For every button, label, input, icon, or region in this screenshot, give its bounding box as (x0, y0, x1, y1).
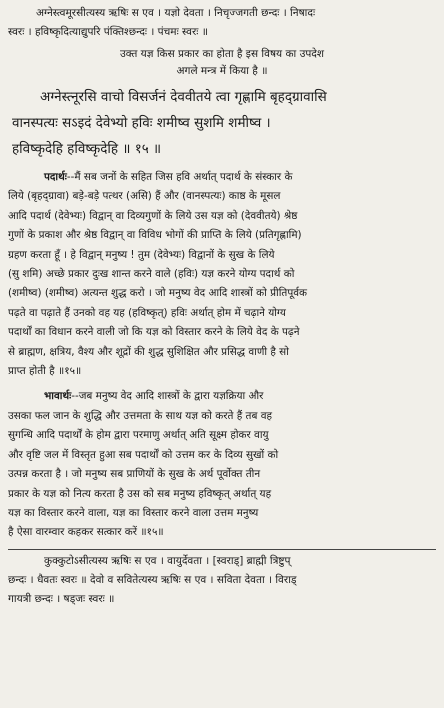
line-text: पदार्थों का विधान करने वाली जो कि यज्ञ को विस्तार करने के लिये वेद के पढ़ने (8, 326, 300, 339)
metadata-line: छन्दः । धैवतः स्वरः ॥ देवो व सवितेत्यस्य ऋषिः स एव । सविता देवता । विराड् (8, 573, 297, 586)
paragraph-line (8, 407, 436, 426)
line-text: लिये (बृहद्ग्रावा) बड़े-बड़े पत्थर (असि) हैं और (वानस्पत्यः) काष्ठ के मूसल (8, 190, 281, 203)
section-divider (8, 549, 436, 550)
line-text: और वृष्टि जल में विस्तृत हुआ सब पदार्थों को उत्तम कर के दिव्य सुखों को (8, 448, 279, 461)
line-text: सुगन्धि आदि पदार्थों के होम द्वारा परमाणु अर्थात् अति सूक्ष्म होकर वायु (8, 429, 269, 442)
metadata-line: गायत्री छन्दः । षड्जः स्वरः ॥ (8, 592, 115, 605)
line-text: (शमीष्व) (शमीष्व) अत्यन्त शुद्ध करो । जो मनुष्य वेद आदि शास्त्रों को प्रीतिपूर्वक (8, 287, 307, 300)
topic-introduction (8, 46, 436, 80)
paragraph-line (8, 207, 436, 226)
line-text: पढ़ते वा पढ़ाते हैं उनको वह यह (हविष्कृत्) हविः अर्थात् होम में चढ़ाने योग्य (8, 306, 286, 319)
mantra-line: वानस्पत्यः सऽइदं देवेभ्यो हविः शमीष्व सुशमि शमीष्व । (12, 115, 271, 131)
line-text: प्रकार के यज्ञ को नित्य करता है उस को सब मनुष्य हविष्कृत् अर्थात् यह (8, 487, 272, 500)
paragraph-line (8, 226, 436, 245)
mantra-metadata-header (8, 4, 436, 42)
line-text: --जब मनुष्य वेद आदि शास्त्रों के द्वारा यज्ञक्रिया और (71, 390, 264, 403)
line-text: ग्रहण करता हूँ । हे विद्वान् मनुष्य ! तुम (देवेभ्यः) विद्वानों के सुख के लिये (8, 248, 275, 261)
line-text: उसका फल जान के शुद्धि और उत्तमता के साथ यज्ञ को करते हैं तब वह (8, 409, 272, 422)
paragraph-line (8, 304, 436, 323)
paragraph-line (8, 523, 436, 542)
mantra-line: हविष्कृदेहि हविष्कृदेहि ॥ १५ ॥ (12, 141, 162, 157)
line-text: गुणों के प्रकाश और श्रेष्ठ विद्वान् वा विविध भोगों की प्राप्ति के लिये (प्रतिगृह्णामि) (8, 229, 302, 242)
line-text: आदि पदार्थ (देवेभ्यः) विद्वान् वा दिव्यगुणों के लिये उस यज्ञ को (देववीतये) श्रेष्ठ (8, 209, 298, 222)
intro-line: उक्त यज्ञ किस प्रकार का होता है इस विषय का उपदेश (119, 48, 325, 60)
paragraph-line (8, 187, 436, 206)
paragraph-line (8, 362, 436, 381)
line-text: प्राप्त होती है ॥१५॥ (8, 365, 82, 378)
paragraph-line (8, 168, 436, 187)
line-text: यज्ञ का विस्तार करने वाला, यज्ञ का विस्तार करने वाला उत्तम मनुष्य (8, 506, 259, 519)
paragraph-line (8, 446, 436, 465)
line-text: है ऐसा वारम्वार कहकर सत्कार करें ॥१५॥ (8, 526, 164, 539)
next-mantra-metadata (8, 552, 436, 609)
paragraph-line (8, 265, 436, 284)
intro-line: अगले मन्त्र में किया है ॥ (176, 65, 268, 77)
line-text: उत्पन्न करता है । जो मनुष्य सब प्राणियों के सुख के अर्थ पूर्वोक्त तीन (8, 468, 261, 481)
metadata-line: कुक्कुटोऽसीत्यस्य ऋषिः स एव । वायुर्देवता । [स्वराड्] ब्राह्मी त्रिष्टुप् (44, 554, 291, 567)
paragraph-line (8, 426, 436, 445)
section-label: भावार्थः (44, 390, 72, 403)
line-text: --मैं सब जनों के सहित जिस हवि अर्थात् पदार्थ के संस्कार के (66, 171, 293, 183)
paragraph-line (8, 465, 436, 484)
line-text: (सु शमि) अच्छे प्रकार दुःख शान्त करने वाले (हविः) यज्ञ करने योग्य पदार्थ को (8, 268, 295, 281)
paragraph-line (8, 246, 436, 265)
section-label: पदार्थः (44, 171, 67, 183)
mantra-line: अग्नेस्त्नूरसि वाचो विसर्जनं देववीतये त्वा गृह्णामि बृहद्ग्रावासि (40, 89, 327, 105)
paragraph-line (8, 284, 436, 303)
metadata-line: स्वरः । हविष्कृदित्याद्युपरि पंक्तिश्छन्दः । पंचमः स्वरः ॥ (8, 26, 209, 38)
paragraph-line (8, 387, 436, 406)
bhavartha-paragraph (8, 387, 436, 542)
padartha-paragraph (8, 168, 436, 381)
metadata-line: अग्नेस्त्वमूरसीत्यस्य ऋषिः स एव । यज्ञो देवता । निचृज्जगती छन्दः । निषादः (36, 7, 316, 19)
sanskrit-mantra (8, 84, 436, 162)
paragraph-line (8, 504, 436, 523)
line-text: से ब्राह्मण, क्षत्रिय, वैश्य और शूद्रों की शुद्ध सुशिक्षित और प्रसिद्ध वाणी है सो (8, 345, 289, 358)
paragraph-line (8, 343, 436, 362)
paragraph-line (8, 323, 436, 342)
paragraph-line (8, 485, 436, 504)
